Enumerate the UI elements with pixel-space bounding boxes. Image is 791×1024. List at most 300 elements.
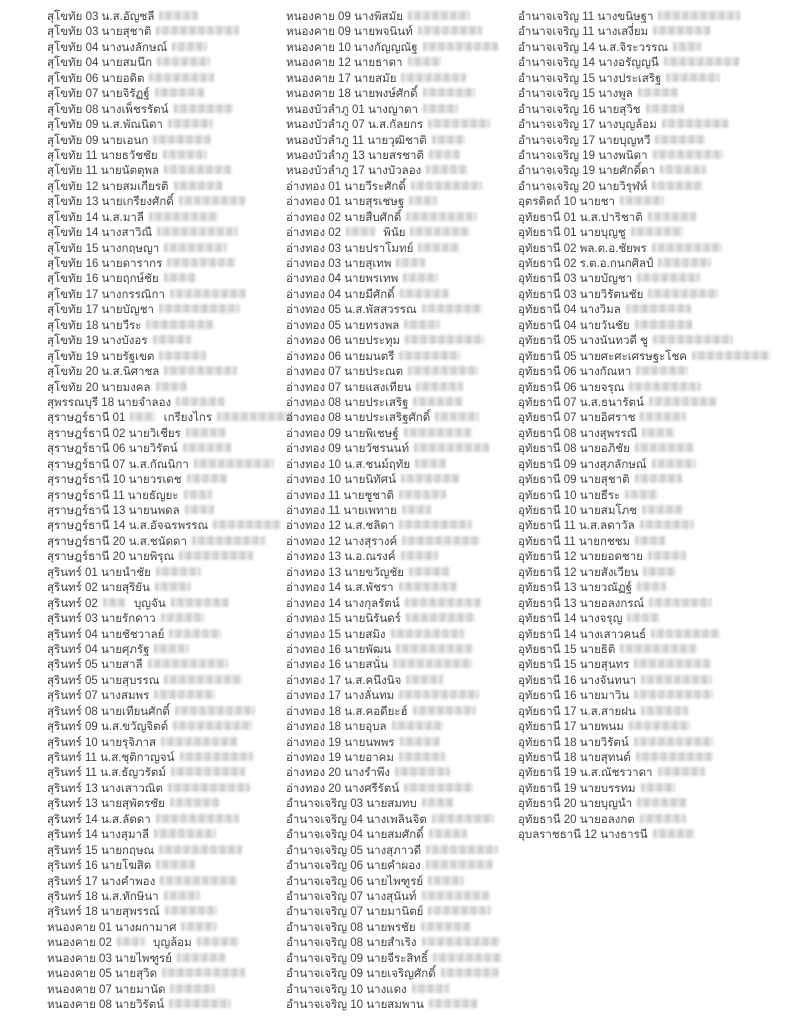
entry-text: อุทัยธานี 14 นางจรุญ [518, 613, 623, 626]
redacted-surname [638, 88, 678, 97]
redacted-surname [399, 582, 457, 591]
redacted-surname [426, 860, 493, 869]
redacted-surname [404, 783, 473, 792]
list-item [286, 396, 518, 411]
list-item [286, 844, 518, 859]
redacted-surname [156, 567, 201, 576]
entry-text: สุโขทัย 09 น.ส.พัณนิดา [47, 119, 163, 132]
redacted-surname [641, 783, 675, 792]
entry-text: สุราษฎร์ธานี 10 นายวรเดช [47, 474, 182, 487]
redacted-surname [409, 196, 437, 205]
list-item [47, 288, 285, 303]
list-item [518, 164, 780, 179]
entry-text: หนองคาย 09 นายพจนินท์ [286, 26, 413, 39]
redacted-surname [423, 88, 475, 97]
list-item [286, 211, 518, 226]
list-item [518, 828, 780, 843]
redacted-surname [173, 721, 252, 730]
redacted-surname [426, 165, 468, 174]
redacted-surname [400, 289, 449, 298]
entry-text: สุรินทร์ 14 น.ส.ลัดดา [47, 813, 151, 826]
list-item [286, 411, 518, 426]
entry-text: อุทัยธานี 11 น.ส.ลดาวัล [518, 520, 635, 533]
list-item [286, 41, 518, 56]
redacted-surname [648, 212, 696, 221]
list-item [47, 411, 285, 426]
list-item [518, 550, 780, 565]
list-item [286, 967, 518, 982]
list-item [47, 628, 285, 643]
redacted-surname [411, 181, 482, 190]
redacted-surname [149, 73, 214, 82]
redacted-surname [177, 953, 225, 962]
entry-text: สุโขทัย 04 นายสมนึก [47, 57, 153, 70]
entry-text: สุโขทัย 17 นายบัญชา [47, 304, 154, 317]
list-item [47, 674, 285, 689]
entry-text: อุทัยธานี 01 น.ส.ปาริชาติ [518, 211, 643, 224]
list-item [518, 674, 780, 689]
redacted-surname [401, 73, 466, 82]
redacted-surname [174, 181, 222, 190]
list-item [286, 720, 518, 735]
redacted-surname [651, 629, 720, 638]
redacted-surname [416, 382, 463, 391]
list-item [47, 550, 285, 565]
list-item [47, 25, 285, 40]
redacted-surname [643, 567, 676, 576]
redacted-surname [404, 320, 440, 329]
list-item [286, 597, 518, 612]
redacted-surname [422, 937, 500, 946]
list-item [518, 782, 780, 797]
entry-text: บุญจัน [130, 597, 166, 610]
name-list-column-3 [518, 10, 780, 844]
entry-text: หนองบัวลำภู 11 นายวุฒิชาติ [286, 134, 427, 147]
entry-text: อ่างทอง 01 นายสุรเชษฐ [286, 196, 405, 209]
redacted-surname [213, 520, 281, 529]
list-item [286, 766, 518, 781]
redacted-surname [620, 644, 697, 653]
entry-text: อุทัยธานี 09 นายสุชาติ [518, 474, 630, 487]
list-item [47, 10, 285, 25]
list-item [286, 550, 518, 565]
redacted-surname [428, 876, 464, 885]
list-item [518, 288, 780, 303]
redacted-surname [410, 227, 470, 236]
redacted-surname [641, 706, 688, 715]
redacted-rank [130, 412, 155, 421]
redacted-surname [184, 490, 212, 499]
redacted-surname [634, 659, 711, 668]
entry-text: สุรินทร์ 10 นายรุจิภาส [47, 736, 157, 749]
redacted-surname [414, 443, 489, 452]
redacted-surname [637, 273, 700, 282]
list-item [47, 566, 285, 581]
list-item [286, 519, 518, 534]
entry-text: อุทัยธานี 19 นายบรรทม [518, 782, 636, 795]
redacted-surname [415, 459, 446, 468]
list-item [518, 489, 780, 504]
entry-text: อำนาจเจริญ 04 นางเพลินจิต [286, 813, 427, 826]
list-item [47, 705, 285, 720]
list-item [286, 195, 518, 210]
redacted-surname [157, 57, 210, 66]
list-item [286, 782, 518, 797]
list-item [286, 905, 518, 920]
redacted-surname [156, 814, 239, 823]
entry-text: หนองบัวลำภู 01 นางญาดา [286, 103, 419, 116]
list-item [286, 149, 518, 164]
redacted-surname [620, 196, 664, 205]
entry-text: สุโขทัย 09 นายเอนก [47, 134, 149, 147]
redacted-surname [183, 443, 231, 452]
redacted-surname [164, 366, 237, 375]
list-item [47, 844, 285, 859]
redacted-surname [408, 57, 441, 66]
entry-text: หนองคาย 05 นายสุวิด [47, 968, 158, 981]
list-item [286, 936, 518, 951]
entry-text: อุทัยธานี 13 นายอลงกรณ์ [518, 597, 645, 610]
redacted-surname [148, 659, 228, 668]
list-item [47, 242, 285, 257]
redacted-surname [179, 551, 253, 560]
redacted-surname [168, 119, 213, 128]
list-item [286, 736, 518, 751]
entry-text: สุรินทร์ 02 นายสุริยัน [47, 582, 150, 595]
redacted-surname [652, 459, 696, 468]
entry-text: สุพรรณบุรี 18 นายจำลอง [47, 396, 172, 409]
list-item [47, 319, 285, 334]
list-item [286, 828, 518, 843]
list-item [518, 272, 780, 287]
entry-text: อำนาจเจริญ 20 นายวิรุฬห์ [518, 180, 648, 193]
entry-text: หนองคาย 07 นายมานัด [47, 983, 166, 996]
list-item [47, 859, 285, 874]
redacted-surname [164, 243, 227, 252]
redacted-surname [401, 474, 460, 483]
redacted-surname [169, 629, 221, 638]
list-item [286, 180, 518, 195]
redacted-surname [164, 675, 242, 684]
entry-text: อ่างทอง 12 นางสุรางค์ [286, 535, 398, 548]
entry-text: อำนาจเจริญ 15 นางประเสริฐ [518, 72, 662, 85]
list-item [47, 103, 285, 118]
list-item [286, 797, 518, 812]
entry-text: อำนาจเจริญ 10 นายสมพาน [286, 999, 424, 1011]
redacted-surname [168, 783, 250, 792]
entry-text: สุราษฎร์ธานี 20 นายพิรุณ [47, 551, 175, 564]
redacted-surname [432, 814, 494, 823]
list-item [286, 427, 518, 442]
list-item [47, 427, 285, 442]
list-item [47, 118, 285, 133]
redacted-surname [154, 690, 215, 699]
list-item [47, 350, 285, 365]
redacted-surname [435, 412, 479, 421]
redacted-surname [662, 119, 728, 128]
redacted-rank [346, 227, 375, 236]
entry-text: สุราษฎร์ธานี 13 นายนพดล [47, 505, 180, 517]
list-item [518, 751, 780, 766]
entry-text: สุรินทร์ 05 นายสุบรรณ [47, 674, 160, 687]
entry-text: สุโขทัย 07 นายจิรัฏฐ์ [47, 88, 150, 101]
list-item [286, 164, 518, 179]
list-item [518, 427, 780, 442]
list-item [518, 25, 780, 40]
redacted-surname [428, 906, 491, 915]
entry-text: อ่างทอง 07 นายแสงเทียน [286, 381, 412, 394]
entry-text: อุตรดิตถ์ 10 นายชา [518, 196, 615, 209]
entry-text: สุรินทร์ 18 นายสุพรรณ์ [47, 906, 160, 919]
entry-text: อุทัยธานี 03 นายวิรัตนชัย [518, 288, 644, 301]
entry-text: สุรินทร์ 09 น.ส.ขวัญจิตต์ [47, 721, 169, 734]
redacted-surname [635, 443, 694, 452]
entry-text: อ่างทอง 17 น.ส.คนึงนิจ [286, 674, 402, 687]
entry-text: อ่างทอง 20 นางรำพึง [286, 767, 391, 780]
list-item [518, 442, 780, 457]
list-item [47, 921, 285, 936]
entry-text: สุโขทัย 15 นางกฤษญา [47, 242, 160, 255]
entry-text: อำนาจเจริญ 06 นายคำผอง [286, 860, 421, 873]
list-item [518, 257, 780, 272]
list-item [47, 689, 285, 704]
redacted-surname [408, 11, 470, 20]
entry-text: อุทัยธานี 19 น.ส.ณัชรวาดา [518, 767, 653, 780]
list-item [47, 983, 285, 998]
list-item [518, 242, 780, 257]
entry-text: สุโขทัย 03 นายสุชาติ [47, 26, 152, 39]
redacted-surname [412, 984, 449, 993]
list-item [47, 736, 285, 751]
list-item [47, 381, 285, 396]
entry-text: หนองคาย 17 นายสมัย [286, 72, 397, 85]
redacted-surname [159, 11, 198, 20]
entry-text: สุโขทัย 12 นายสมเกียรติ [47, 180, 169, 193]
entry-text: อำนาจเจริญ 17 นางบุญล้อม [518, 119, 657, 132]
entry-text: อ่างทอง 11 นายเพทาย [286, 505, 397, 517]
redacted-surname [635, 474, 682, 483]
list-item [47, 195, 285, 210]
list-item [47, 473, 285, 488]
redacted-surname [673, 42, 701, 51]
list-item [518, 813, 780, 828]
list-item [518, 118, 780, 133]
list-item [286, 118, 518, 133]
entry-text: อำนาจเจริญ 03 นายสมทบ [286, 798, 417, 811]
redacted-surname [629, 721, 690, 730]
entry-text: อำนาจเจริญ 11 นางขนิษฐา [518, 11, 654, 23]
entry-text: อ่างทอง 15 นายนิรันดร์ [286, 613, 401, 626]
redacted-surname [171, 598, 229, 607]
redacted-surname [161, 613, 204, 622]
entry-text: สุรินทร์ 07 นางสมพร [47, 690, 150, 703]
entry-text: อำนาจเจริญ 14 น.ส.จิระวรรณ [518, 41, 669, 54]
list-item [47, 535, 285, 550]
redacted-surname [399, 690, 479, 699]
redacted-surname [649, 598, 712, 607]
entry-text: สุรินทร์ 08 นายเทียนศักดิ์ [47, 705, 170, 718]
entry-text: สุโขทัย 18 นายวีระ [47, 319, 142, 332]
redacted-surname [432, 135, 465, 144]
list-item [47, 134, 285, 149]
redacted-surname [422, 891, 490, 900]
entry-text: อ่างทอง 06 นายมนตรี [286, 350, 395, 363]
entry-text: หนองคาย 03 นายไพฑูรย์ [47, 952, 172, 965]
list-item [286, 56, 518, 71]
redacted-surname [170, 984, 215, 993]
redacted-rank [117, 937, 145, 946]
entry-text: อ่างทอง 08 นายประเสริฐ [286, 396, 409, 409]
redacted-surname [625, 490, 658, 499]
redacted-surname [167, 258, 236, 267]
list-item [286, 612, 518, 627]
entry-text: พินัย [380, 227, 406, 240]
list-item [518, 211, 780, 226]
list-item [47, 643, 285, 658]
list-item [518, 736, 780, 751]
redacted-surname [396, 644, 473, 653]
redacted-surname [176, 397, 225, 406]
list-item [518, 303, 780, 318]
entry-text: อ่างทอง 02 นายสืบศักดิ์ [286, 211, 402, 224]
entry-text: อุทัยธานี 13 นายวณัฏฐ์ [518, 582, 632, 595]
redacted-surname [181, 922, 217, 931]
entry-text: อุทัยธานี 06 นายจรุณ [518, 381, 625, 394]
redacted-surname [159, 351, 206, 360]
list-item [47, 813, 285, 828]
entry-text: สุรินทร์ 02 [47, 597, 98, 610]
entry-text: อุทัยธานี 04 นางวิมล [518, 304, 621, 317]
redacted-surname [653, 150, 723, 159]
list-item [47, 396, 285, 411]
list-item [286, 751, 518, 766]
entry-text: อ่างทอง 02 [286, 227, 342, 240]
entry-text: อ่างทอง 16 นายสนั่น [286, 659, 389, 672]
entry-text: หนองคาย 18 นายพงษ์ศักดิ์ [286, 88, 418, 101]
list-item [47, 87, 285, 102]
entry-text: อุทัยธานี 12 นายยอดชาย [518, 551, 643, 564]
entry-text: สุโขทัย 13 นายเกรียงศักดิ์ [47, 196, 174, 209]
entry-text: อ่างทอง 13 น.อ.ณรงค์ [286, 551, 396, 564]
entry-text: สุโขทัย 14 นางสาวิณี [47, 227, 153, 240]
entry-text: อุทัยธานี 20 นายอลงกต [518, 813, 635, 826]
redacted-surname [423, 104, 458, 113]
entry-text: อ่างทอง 10 น.ส.ชนม์ฤทัย [286, 458, 411, 471]
entry-text: อุทัยธานี 05 นางนันทวดี ชู [518, 335, 648, 348]
list-item [47, 828, 285, 843]
entry-text: อ่างทอง 15 นายสมิง [286, 628, 386, 641]
redacted-surname [418, 26, 482, 35]
entry-text: สุโขทัย 20 นายมงคล [47, 381, 151, 394]
redacted-surname [636, 752, 713, 761]
redacted-surname [169, 999, 231, 1008]
redacted-surname [185, 505, 214, 514]
redacted-surname [155, 88, 205, 97]
entry-text: อำนาจเจริญ 08 นายพรชัย [286, 921, 416, 934]
list-item [286, 859, 518, 874]
redacted-surname [156, 382, 187, 391]
redacted-surname [146, 320, 214, 329]
redacted-surname [408, 366, 478, 375]
entry-text: อ่างทอง 13 นายขวัญชัย [286, 566, 404, 579]
redacted-surname [422, 798, 454, 807]
redacted-surname [429, 150, 460, 159]
list-item [47, 581, 285, 596]
redacted-surname [192, 536, 265, 545]
entry-text: สุราษฎร์ธานี 14 น.ส.อัจฉรพรรณ [47, 520, 209, 533]
list-item [518, 134, 780, 149]
entry-text: หนองบัวลำภู 07 น.ส.กัลยกร [286, 119, 424, 132]
list-item [286, 257, 518, 272]
entry-text: สุโขทัย 16 นายฤกษ์ชัย [47, 273, 159, 286]
redacted-surname [642, 428, 675, 437]
list-item [286, 983, 518, 998]
list-item [47, 797, 285, 812]
list-item [47, 72, 285, 87]
list-item [518, 381, 780, 396]
redacted-surname [635, 536, 665, 545]
redacted-surname [653, 335, 733, 344]
list-item [286, 566, 518, 581]
entry-text: สุราษฎร์ธานี 20 น.ส.ชนัดดา [47, 535, 187, 548]
redacted-surname [421, 922, 471, 931]
entry-text: สุรินทร์ 15 นายกฤษณ [47, 844, 155, 857]
entry-text: อ่างทอง 18 นายอุบล [286, 721, 387, 734]
redacted-surname [648, 289, 718, 298]
list-item [286, 272, 518, 287]
list-item [518, 473, 780, 488]
redacted-surname [179, 196, 245, 205]
list-item [286, 813, 518, 828]
redacted-surname [692, 351, 770, 360]
entry-text: อำนาจเจริญ 07 นายมานิตย์ [286, 906, 424, 919]
redacted-surname [180, 752, 253, 761]
redacted-surname [194, 459, 274, 468]
entry-text: อำนาจเจริญ 09 นายเจริญศักดิ์ [286, 968, 436, 981]
redacted-surname [652, 181, 703, 190]
redacted-surname [634, 737, 713, 746]
entry-text: สุรินทร์ 13 นายสุพัตรชัย [47, 798, 165, 811]
entry-text: อ่างทอง 09 นายวัชรนนท์ [286, 443, 410, 456]
entry-text: อ่างทอง 18 น.ส.คอดียะฮ์ [286, 705, 408, 718]
redacted-surname [163, 150, 207, 159]
list-item [47, 149, 285, 164]
list-item [518, 41, 780, 56]
list-item [286, 705, 518, 720]
redacted-surname [441, 968, 499, 977]
redacted-surname [165, 906, 217, 915]
list-item [47, 56, 285, 71]
entry-text: อำนาจเจริญ 07 นางสุนันท์ [286, 890, 417, 903]
entry-text: สุรินทร์ 03 นายรักดาว [47, 613, 156, 626]
entry-text: อุทัยธานี 08 นายอภิชัย [518, 443, 630, 456]
entry-text: อ่างทอง 04 นายมีศักดิ์ [286, 288, 395, 301]
entry-text: สุโขทัย 20 น.ส.นิศาชล [47, 366, 160, 379]
redacted-surname [413, 397, 463, 406]
redacted-surname [186, 428, 226, 437]
entry-text: อ่างทอง 20 นางศรีรัตน์ [286, 782, 400, 795]
list-item [47, 952, 285, 967]
entry-text: อ่างทอง 11 นายชูชาติ [286, 489, 395, 502]
list-item [286, 628, 518, 643]
redacted-surname [160, 876, 237, 885]
entry-text: สุรินทร์ 01 นายนำชัย [47, 566, 151, 579]
list-item [518, 612, 780, 627]
entry-text: สุราษฎร์ธานี 02 นายวิเชียร [47, 427, 181, 440]
redacted-surname [217, 412, 293, 421]
list-item [518, 689, 780, 704]
entry-text: อ่างทอง 14 น.ส.พัชรา [286, 582, 394, 595]
